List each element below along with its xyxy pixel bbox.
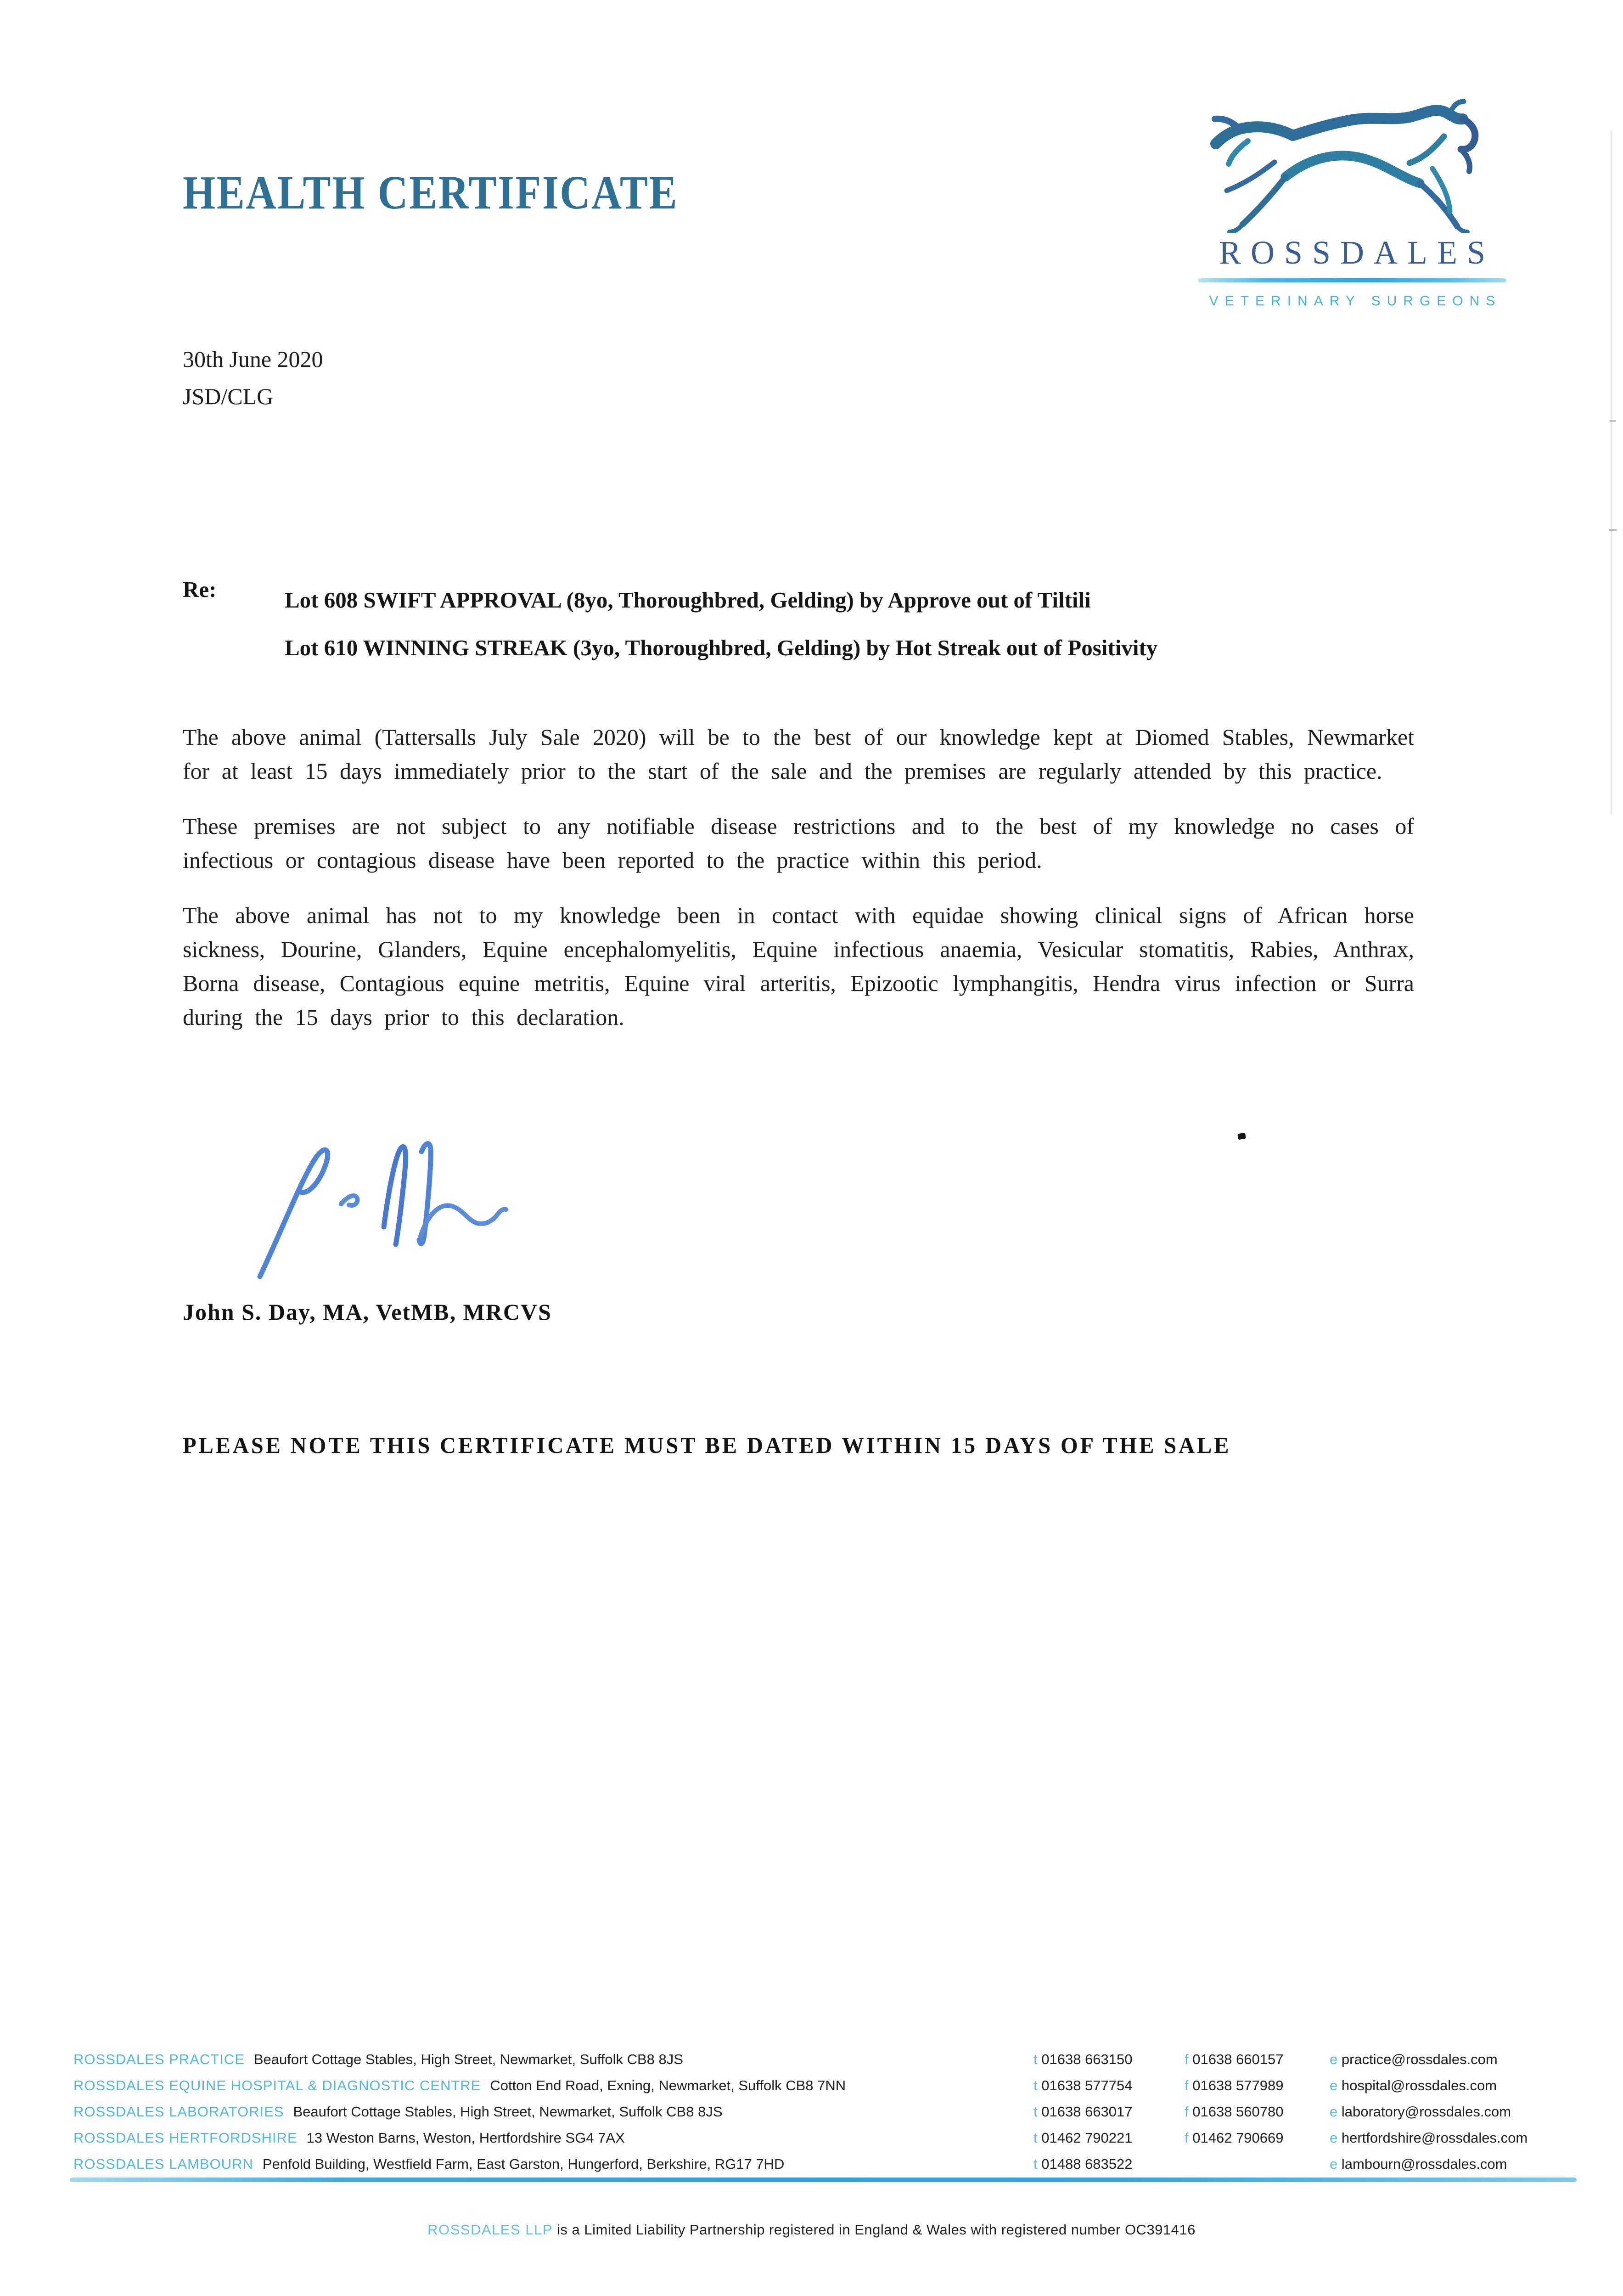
- horse-logo-icon: [1193, 80, 1511, 233]
- footer-offices: [73, 2046, 1589, 2177]
- letter-body: [183, 720, 1414, 1055]
- email-prefix: e: [1330, 2077, 1338, 2093]
- office-tel: [1033, 2099, 1133, 2125]
- office-name: ROSSDALES EQUINE HOSPITAL & DIAGNOSTIC CENTRE: [73, 2077, 481, 2093]
- lot-line: Lot 610 WINNING STREAK (3yo, Thoroughbred, Gelding) by Hot Streak out of Positivity: [285, 635, 1158, 660]
- tel-prefix: t: [1033, 2156, 1038, 2172]
- office-address: Beaufort Cottage Stables, High Street, Newmarket, Suffolk CB8 8JS: [293, 2104, 723, 2120]
- office-name: ROSSDALES PRACTICE: [73, 2051, 245, 2067]
- office-fax: [1185, 2072, 1284, 2099]
- tel-number: 01638 663150: [1041, 2051, 1133, 2067]
- office-email: [1330, 2072, 1497, 2099]
- tel-number: 01488 683522: [1041, 2156, 1133, 2172]
- signatory-name: John S. Day, MA, VetMB, MRCVS: [183, 1299, 552, 1325]
- signature-image: [247, 1131, 568, 1298]
- office-tel: [1033, 2151, 1133, 2177]
- fax-number: 01638 560780: [1192, 2104, 1284, 2120]
- footer-office-row: [73, 2072, 1589, 2099]
- paragraph-diseases: The above animal has not to my knowledge been in contact with equidae showing clinical signs of African horse sickness, Dourine, Glanders, Equine encephalomyelitis, Equine infectious anaemia, Vesicular stomatitis, Rabies, Anthrax, Borna disease, Contagious equine metritis, Equine viral arteritis, Epizootic lymphangitis, Hendra virus infection or Surra during the 15 days prior to this declaration.: [183, 902, 1414, 1030]
- office-name: ROSSDALES LAMBOURN: [73, 2156, 253, 2172]
- email-address: lambourn@rossdales.com: [1341, 2156, 1507, 2172]
- fax-number: 01638 577989: [1192, 2077, 1284, 2093]
- logo-underline: [1198, 278, 1506, 282]
- office-tel: [1033, 2125, 1133, 2151]
- tel-number: 01638 577754: [1041, 2077, 1133, 2093]
- registration-line: [0, 2222, 1623, 2238]
- llp-text: is a Limited Liability Partnership registered in England & Wales with registered number OC391416: [552, 2222, 1196, 2238]
- letter-reference: JSD/CLG: [183, 383, 274, 409]
- office-email: [1330, 2125, 1528, 2151]
- office-email: [1330, 2099, 1511, 2125]
- email-prefix: e: [1330, 2051, 1338, 2067]
- logo-wordmark: ROSSDALES: [1219, 234, 1495, 271]
- rossdales-logo: [1193, 80, 1511, 309]
- office-tel: [1033, 2046, 1133, 2072]
- scan-edge-artifact: [1611, 131, 1612, 815]
- letter-date: 30th June 2020: [183, 346, 323, 372]
- office-address: Penfold Building, Westfield Farm, East Garston, Hungerford, Berkshire, RG17 7HD: [262, 2156, 785, 2172]
- paragraph-premises: The above animal (Tattersalls July Sale 2020) will be to the best of our knowledge kept at Diomed Stables, Newmarket for at least 15 days immediately prior to the start of the sale and the premises are regularly attended by this practice.: [183, 724, 1414, 784]
- fax-prefix: f: [1185, 2130, 1189, 2146]
- email-address: hertfordshire@rossdales.com: [1341, 2130, 1528, 2146]
- email-address: laboratory@rossdales.com: [1341, 2104, 1511, 2120]
- tel-number: 01462 790221: [1041, 2130, 1133, 2146]
- logo-tagline: VETERINARY SURGEONS: [1209, 293, 1502, 309]
- footer-office-row: [73, 2099, 1589, 2125]
- office-email: [1330, 2151, 1507, 2177]
- date-reference-block: [183, 341, 323, 415]
- office-tel: [1033, 2072, 1133, 2099]
- fax-prefix: f: [1185, 2077, 1189, 2093]
- office-email: [1330, 2046, 1498, 2072]
- footer-office-row: [73, 2046, 1589, 2072]
- email-prefix: e: [1330, 2156, 1338, 2172]
- office-fax: [1185, 2099, 1284, 2125]
- fax-prefix: f: [1185, 2051, 1189, 2067]
- footer-divider-line: [70, 2178, 1577, 2182]
- lot-line: Lot 608 SWIFT APPROVAL (8yo, Thoroughbred, Gelding) by Approve out of Tiltili: [285, 587, 1091, 613]
- tel-number: 01638 663017: [1041, 2104, 1133, 2120]
- email-prefix: e: [1330, 2130, 1338, 2146]
- footer-office-row: [73, 2125, 1589, 2151]
- office-name: ROSSDALES LABORATORIES: [73, 2104, 284, 2120]
- fax-number: 01462 790669: [1192, 2130, 1284, 2146]
- office-address: Cotton End Road, Exning, Newmarket, Suffolk CB8 7NN: [490, 2077, 846, 2093]
- office-address: 13 Weston Barns, Weston, Hertfordshire SG4 7AX: [306, 2130, 625, 2146]
- scan-mark: [1609, 529, 1617, 531]
- tel-prefix: t: [1033, 2051, 1038, 2067]
- office-address: Beaufort Cottage Stables, High Street, Newmarket, Suffolk CB8 8JS: [253, 2051, 683, 2067]
- email-address: practice@rossdales.com: [1341, 2051, 1498, 2067]
- scan-ink-spot: [1237, 1133, 1246, 1140]
- llp-name: ROSSDALES LLP: [427, 2222, 553, 2238]
- email-address: hospital@rossdales.com: [1341, 2077, 1497, 2093]
- tel-prefix: t: [1033, 2077, 1038, 2093]
- office-name: ROSSDALES HERTFORDSHIRE: [73, 2130, 298, 2146]
- notice-line: PLEASE NOTE THIS CERTIFICATE MUST BE DATED WITHIN 15 DAYS OF THE SALE: [183, 1432, 1231, 1458]
- office-fax: [1185, 2046, 1284, 2072]
- office-fax: [1185, 2125, 1284, 2151]
- tel-prefix: t: [1033, 2130, 1038, 2146]
- re-label: Re:: [183, 577, 217, 602]
- fax-prefix: f: [1185, 2104, 1189, 2120]
- footer-office-row: [73, 2151, 1589, 2177]
- tel-prefix: t: [1033, 2104, 1038, 2120]
- scan-mark: [1610, 420, 1616, 422]
- page-title: HEALTH CERTIFICATE: [183, 166, 679, 219]
- paragraph-restrictions: These premises are not subject to any notifiable disease restrictions and to the best of my knowledge no cases of infectious or contagious disease have been reported to the practice within this period.: [183, 813, 1414, 873]
- fax-number: 01638 660157: [1192, 2051, 1284, 2067]
- email-prefix: e: [1330, 2104, 1338, 2120]
- re-subject-lines: [285, 576, 1157, 672]
